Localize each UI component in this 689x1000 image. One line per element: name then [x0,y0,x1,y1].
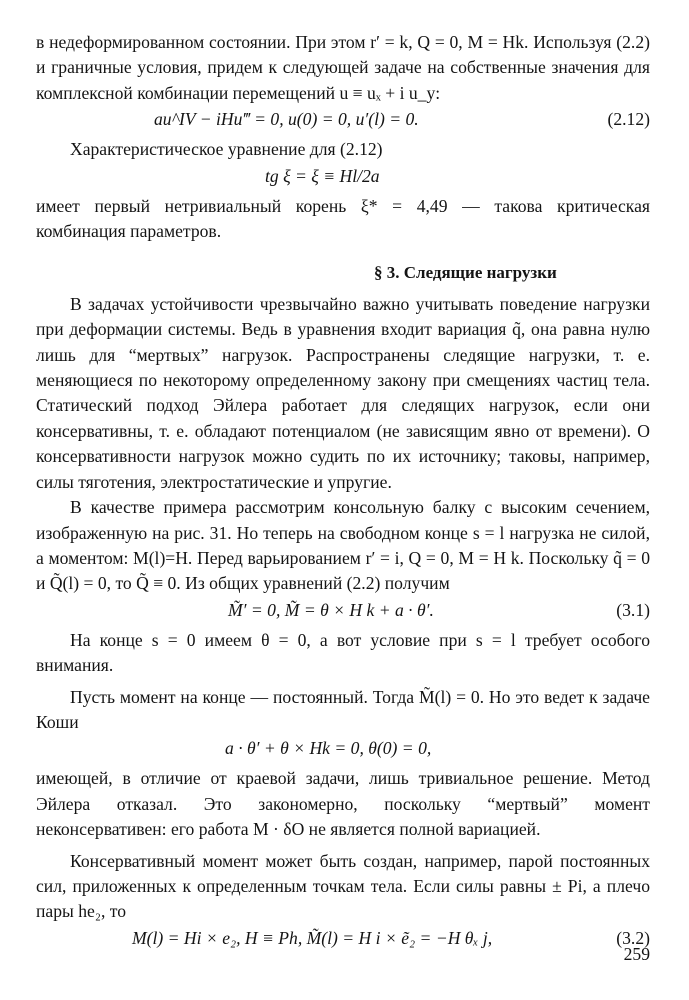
equation-3-2 [36,926,650,954]
equation-body: a · θ′ + θ × Hk = 0, θ(0) = 0, [225,738,432,759]
equation-body: tg ξ = ξ ≡ Hl/2a [265,165,380,186]
equation-body: M(l) = Hi × e₂, H ≡ Ph, M̃(l) = H i × ẽ₂ = −H θₓ j, [132,927,493,948]
paragraph-5: В качестве примера рассмотрим консольную балку с высоким сечением, изображенную на рис. 31. Но теперь на свободном конце s = l нагрузка не силой, а моментом: M(l)=H. Перед варьированием r′ = i, Q = 0, M = H k. Поскольку q̃ = 0 и Q̃(l) = 0, то Q̃ ≡ 0. Из общих уравнений (2.2) получим [36,497,650,594]
paragraph-4: В задачах устойчивости чрезвычайно важно учитывать поведение нагрузки при деформации системы. Ведь в уравнения входит вариация q̃, она равна нулю лишь для “мертвых” нагрузок. Распространены следящие нагрузки, т. е. меняющиеся по некоторому определенному закону при смещениях частиц тела. Статический подход Эйлера работает для следящих нагрузок, если они консервативны, т. е. обладают потенциалом (не зависящим явно от времени). О консервативности нагрузок можно судить по их источнику; таковы, например, силы тяготения, электростатические и упругие. [36,293,650,492]
paragraph-6: На конце s = 0 имеем θ = 0, а вот условие при s = l требует особого внимания. [36,629,650,676]
equation-body: M̃′ = 0, M̃ = θ × H k + a · θ′. [228,599,434,620]
paragraph-7: Пусть момент на конце — постоянный. Тогда M̃(l) = 0. Но это ведет к задаче Коши [36,686,650,732]
equation-number: (3.2) [616,927,650,948]
equation-number: (2.12) [607,109,650,130]
paragraph-2: Характеристическое уравнение для (2.12) [70,139,383,160]
paragraph-9: Консервативный момент может быть создан, например, парой постоянных сил, приложенных к определенным точкам тела. Если силы равны ± Pi, а плечо пары he₂, то [36,850,650,922]
paragraph-1: в недеформированном состоянии. При этом r′ = k, Q = 0, M = Hk. Используя (2.2) и граничные условия, придем к следующей задаче на собственные значения для комплексной комбинации перемещений u ≡ uₓ + i u_y: [36,32,650,103]
equation-number: (3.1) [616,599,650,620]
equation-3-1 [36,598,650,626]
equation-tg [36,164,650,192]
equation-body: au^IV − iHu‴ = 0, u(0) = 0, u′(l) = 0. [154,109,419,130]
section-heading: § 3. Следящие нагрузки [374,263,557,283]
equation-2-12 [36,107,650,135]
page-number: 259 [623,944,650,964]
paragraph-3: имеет первый нетривиальный корень ξ* = 4,49 — такова критическая комбинация параметров. [36,195,650,242]
paragraph-8: имеющей, в отличие от краевой задачи, лишь тривиальное решение. Метод Эйлера отказал. Это закономерно, поскольку “мертвый” момент неконсервативен: его работа M · δO не является полной вариацией. [36,768,650,840]
page-body [36,30,650,956]
equation-cauchy [36,736,650,764]
